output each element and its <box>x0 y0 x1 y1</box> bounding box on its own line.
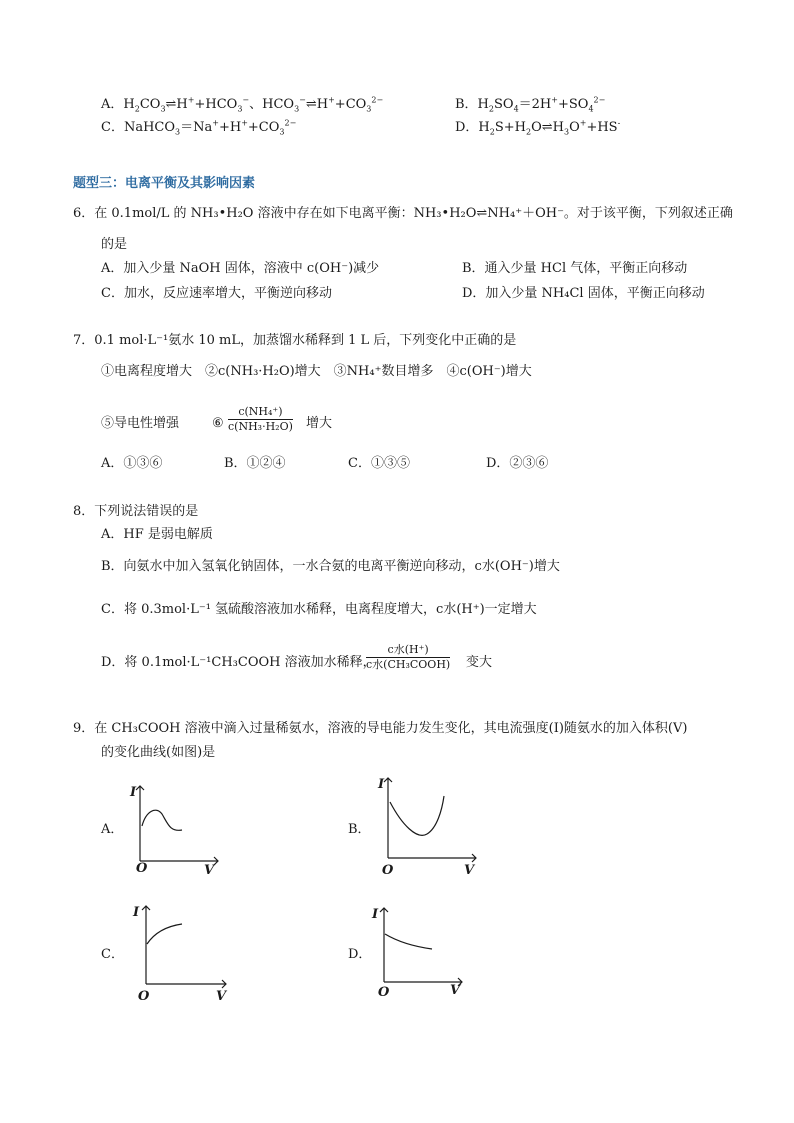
axis-label-v: V <box>450 983 461 998</box>
q5-option-c: C．$NaHCO_3=Na^++H^++CO_3^{2-}$ <box>101 118 297 137</box>
q8-stem: 8．下列说法错误的是 <box>73 504 199 519</box>
q7-item6-denominator: c(NH₃·H₂O) <box>228 420 293 433</box>
q7-item6-suffix: 增大 <box>306 416 333 431</box>
q7-item6-prefix: ⑥ <box>212 416 224 431</box>
axis-label-i: I <box>372 907 379 922</box>
q9-label-a: A． <box>101 822 124 837</box>
axis-label-i: I <box>133 905 140 920</box>
q8-option-d-suffix: 变大 <box>466 655 493 670</box>
axis-label-v: V <box>204 863 215 876</box>
q8-option-d-prefix: D．将 0.1mol·L⁻¹CH₃COOH 溶液加水稀释， <box>101 655 376 670</box>
curve <box>147 924 182 944</box>
q8-option-b: B．向氨水中加入氢氧化钠固体，一水合氨的电离平衡逆向移动，c水(OH⁻)增大 <box>101 559 560 574</box>
q6-option-d: D．加入少量 NH₄Cl 固体，平衡正向移动 <box>462 286 705 301</box>
q8-option-a: A．HF 是弱电解质 <box>101 527 213 542</box>
q6-option-c: C．加水，反应速率增大，平衡逆向移动 <box>101 286 332 301</box>
q9-label-c: C． <box>101 947 124 962</box>
q7-option-a: A．①③⑥ <box>101 456 163 471</box>
axis-label-v: V <box>216 989 227 1003</box>
q8-option-d-numerator: c水(H⁺) <box>387 643 429 656</box>
q7-option-b: B．①②④ <box>224 456 286 471</box>
q7-item5: ⑤导电性增强 <box>101 416 180 431</box>
q5-option-a: A．$H_2CO_3\rightleftharpoons H^++HCO_3^-$、$HCO_3^-\rightleftharpoons H^++CO_3^{2-}$ <box>101 95 384 114</box>
q7-items: ①电离程度增大 ②c(NH₃·H₂O)增大 ③NH₄⁺数目增多 ④c(OH⁻)增大 <box>101 364 532 379</box>
q9-graph-d <box>370 900 470 1000</box>
q9-graph-b <box>372 770 482 880</box>
axis-label-v: V <box>464 863 475 878</box>
origin-label: O <box>136 861 148 876</box>
q6-stem: 6．在 0.1mol/L 的 NH₃•H₂O 溶液中存在如下电离平衡：NH₃•H₂O⇌NH₄⁺＋OH⁻。对于该平衡，下列叙述正确 <box>73 206 733 221</box>
q9-label-d: D． <box>348 947 372 962</box>
q6-option-b: B．通入少量 HCl 气体，平衡正向移动 <box>462 261 688 276</box>
origin-label: O <box>382 863 394 878</box>
q7-stem: 7．0.1 mol·L⁻¹氨水 10 mL，加蒸馏水稀释到 1 L 后，下列变化中正确的是 <box>73 333 517 348</box>
section-title: 题型三：电离平衡及其影响因素 <box>73 176 256 191</box>
q6-stem-cont: 的是 <box>101 237 128 252</box>
q9-graph-c <box>130 898 230 1003</box>
q8-option-d-denominator: c水(CH₃COOH) <box>366 658 451 671</box>
curve <box>142 810 182 830</box>
q7-item6-fraction <box>228 405 293 434</box>
q9-graph-a <box>126 776 226 876</box>
axis-label-i: I <box>130 785 137 800</box>
axis-label-i: I <box>378 777 385 792</box>
q5-option-d: D．$H_2S+H_2O\rightleftharpoons H_3O^++HS^-$ <box>455 118 621 137</box>
q5-option-b: B．$H_2SO_4=2H^++SO_4^{2-}$ <box>455 95 606 114</box>
origin-label: O <box>138 989 150 1003</box>
q7-option-d: D．②③⑥ <box>486 456 549 471</box>
curve <box>385 934 432 949</box>
q9-stem: 9．在 CH₃COOH 溶液中滴入过量稀氨水，溶液的导电能力发生变化，其电流强度(I)随氨水的加入体积(V) <box>73 721 688 736</box>
q8-option-c: C．将 0.3mol·L⁻¹ 氢硫酸溶液加水稀释，电离程度增大，c水(H⁺)一定增大 <box>101 602 537 617</box>
origin-label: O <box>378 985 390 1000</box>
q6-option-a: A．加入少量 NaOH 固体，溶液中 c(OH⁻)减少 <box>101 261 380 276</box>
curve <box>390 796 444 835</box>
q7-item6-numerator: c(NH₄⁺) <box>238 405 283 418</box>
q8-option-d-fraction <box>366 643 450 672</box>
q5-text-source <box>0 0 1 1</box>
q7-option-c: C．①③⑤ <box>348 456 410 471</box>
q9-stem-cont: 的变化曲线(如图)是 <box>101 745 216 760</box>
q9-label-b: B． <box>348 822 371 837</box>
